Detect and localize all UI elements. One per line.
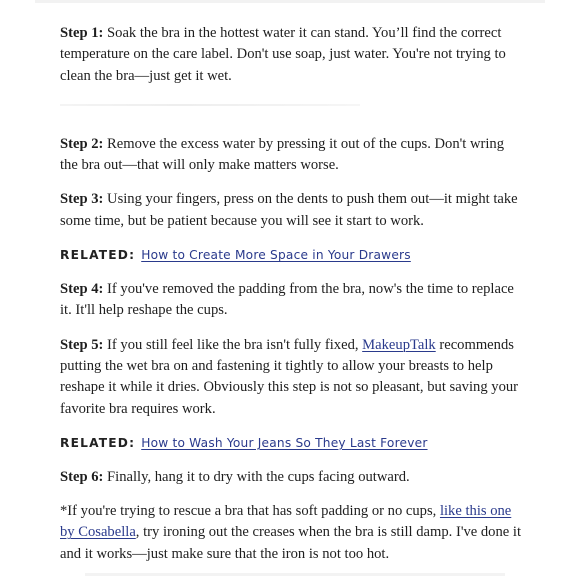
related-link-block (60, 245, 525, 266)
step-label: Step 5: (60, 336, 104, 353)
step-label: Step 1: (60, 25, 104, 41)
step-1-paragraph (60, 23, 525, 87)
step-label: Step 2: (60, 135, 104, 152)
footnote-text: , try ironing out the creases when the bra is still damp. I've done it and it works—just make sure that the iron is not too hot. (60, 524, 522, 562)
related-label: RELATED: (60, 248, 136, 263)
step-text: Soak the bra in the hottest water it can stand. You’ll find the correct temperature on the care label. Don't use soap, just water. You're not trying to clean the bra—just get it wet. (60, 25, 506, 84)
related-link-block (60, 433, 525, 454)
step-2-paragraph (60, 134, 525, 177)
step-3-paragraph (60, 189, 525, 232)
step-label: Step 4: (60, 281, 104, 298)
step-label: Step 6: (60, 468, 104, 485)
related-article-link[interactable]: How to Create More Space in Your Drawers (141, 248, 411, 263)
step-text: Using your fingers, press on the dents to push them out—it might take some time, but be patient because you will see it start to work. (60, 191, 518, 229)
step-text: Remove the excess water by pressing it out of the cups. Don't wring the bra out—that will only make matters worse. (60, 135, 505, 174)
footnote-paragraph (60, 501, 525, 565)
cosabella-link[interactable]: like this one by Cosabella (60, 503, 512, 541)
article-body (60, 23, 525, 578)
step-text: If you still feel like the bra isn't fully fixed, (103, 336, 363, 353)
step-4-paragraph (60, 279, 525, 322)
step-5-paragraph (60, 335, 525, 420)
bottom-divider (85, 573, 505, 576)
makeuptalk-link[interactable]: MakeupTalk (362, 336, 436, 353)
step-6-paragraph (60, 467, 525, 488)
top-divider (35, 0, 545, 3)
related-label: RELATED: (60, 435, 136, 450)
related-article-link[interactable]: How to Wash Your Jeans So They Last Forever (141, 435, 428, 450)
step-label: Step 3: (60, 191, 104, 208)
step-text: recommends putting the wet bra on and fastening it tightly to allow your breasts to help reshape it while it dries. Obviously this step is not so pleasant, but saving your favorite bra requires work. (60, 336, 519, 417)
footnote-text: *If you're trying to rescue a bra that has soft padding or no cups, (60, 503, 440, 520)
step-text: If you've removed the padding from the bra, now's the time to replace it. It'll help reshape the cups. (60, 281, 514, 319)
step-text: Finally, hang it to dry with the cups facing outward. (103, 468, 410, 485)
